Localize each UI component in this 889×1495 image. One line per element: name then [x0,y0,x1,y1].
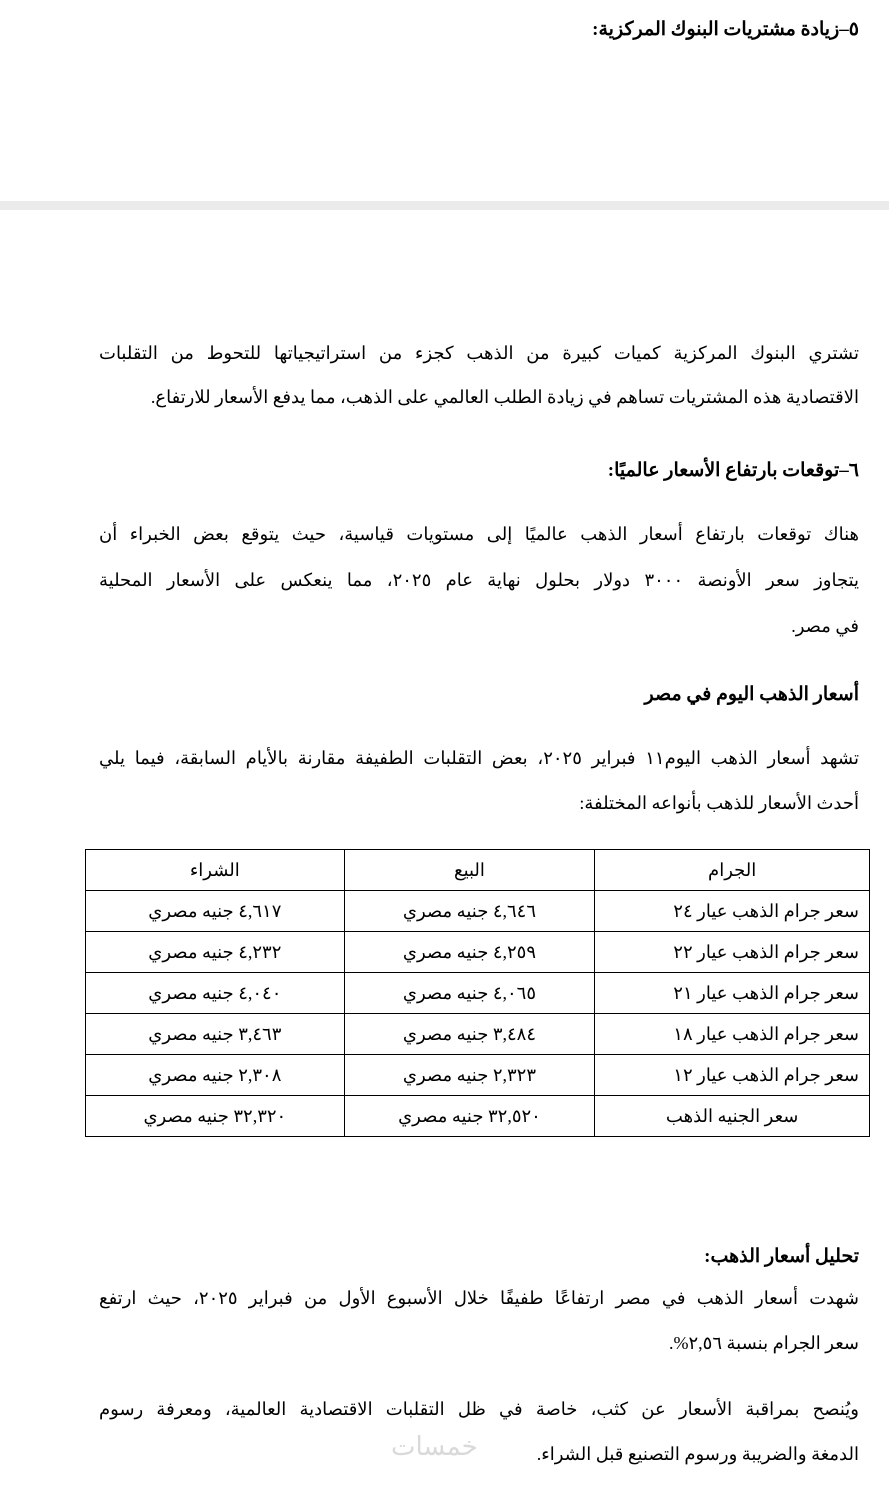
heading-today-prices: أسعار الذهب اليوم في مصر [644,684,859,705]
cell-gram: سعر جرام الذهب عيار ٢١ [595,973,870,1014]
paragraph-line: سعر الجرام بنسبة ٢,٥٦%. [669,1333,859,1353]
paragraph-central-banks [99,343,859,423]
cell-buy: ٤,٦١٧ جنيه مصري [86,891,345,932]
paragraph-line: الاقتصادية هذه المشتريات تساهم في زيادة الطلب العالمي على الذهب، مما يدفع الأسعار للارتفاع. [150,387,859,407]
section-divider [0,201,889,210]
cell-sell: ٣٢,٥٢٠ جنيه مصري [344,1096,595,1137]
cell-buy: ٤,٠٤٠ جنيه مصري [86,973,345,1014]
cell-gram: سعر جرام الذهب عيار ١٢ [595,1055,870,1096]
paragraph-line: يتجاوز سعر الأونصة ٣٠٠٠ دولار بحلول نهاية عام ٢٠٢٥، مما ينعكس على الأسعار المحلية [99,570,860,590]
paragraph-line: هناك توقعات بارتفاع أسعار الذهب عالميًا إلى مستويات قياسية، حيث يتوقع بعض الخبراء أن [99,524,859,544]
header-sell: البيع [344,850,595,891]
table-header-row [86,850,870,891]
heading-analysis: تحليل أسعار الذهب: [704,1246,859,1267]
paragraph-line: أحدث الأسعار للذهب بأنواعه المختلفة: [579,793,859,813]
cell-sell: ٣,٤٨٤ جنيه مصري [344,1014,595,1055]
cell-sell: ٤,٦٤٦ جنيه مصري [344,891,595,932]
khamsat-watermark: خمسات [391,1432,478,1462]
cell-gram: سعر جرام الذهب عيار ١٨ [595,1014,870,1055]
table-row [86,973,870,1014]
header-gram: الجرام [595,850,870,891]
header-buy: الشراء [86,850,345,891]
table-row [86,1096,870,1137]
gold-price-table [85,849,870,1137]
cell-gram: سعر الجنيه الذهب [595,1096,870,1137]
heading-global-forecast: ٦–توقعات بارتفاع الأسعار عالميًا: [607,460,859,481]
paragraph-line: تشهد أسعار الذهب اليوم١١ فبراير ٢٠٢٥، بعض التقلبات الطفيفة مقارنة بالأيام السابقة، فيما يلي [99,748,859,768]
table-row [86,891,870,932]
cell-gram: سعر جرام الذهب عيار ٢٢ [595,932,870,973]
paragraph-line: شهدت أسعار الذهب في مصر ارتفاعًا طفيفًا خلال الأسبوع الأول من فبراير ٢٠٢٥، حيث ارتفع [99,1288,859,1308]
paragraph-line: ويُنصح بمراقبة الأسعار عن كثب، خاصة في ظل التقلبات الاقتصادية العالمية، ومعرفة رسوم [99,1399,859,1419]
cell-gram: سعر جرام الذهب عيار ٢٤ [595,891,870,932]
paragraph-analysis [99,1288,859,1368]
price-table-body [86,850,870,1137]
cell-buy: ٣٢,٣٢٠ جنيه مصري [86,1096,345,1137]
cell-sell: ٤,٠٦٥ جنيه مصري [344,973,595,1014]
cell-buy: ٢,٣٠٨ جنيه مصري [86,1055,345,1096]
cell-buy: ٤,٢٣٢ جنيه مصري [86,932,345,973]
table-row [86,1055,870,1096]
cell-sell: ٤,٢٥٩ جنيه مصري [344,932,595,973]
heading-central-banks: ٥–زيادة مشتريات البنوك المركزية: [592,19,859,40]
table-row [86,1014,870,1055]
paragraph-line: الدمغة والضريبة ورسوم التصنيع قبل الشراء. [536,1444,859,1464]
cell-sell: ٢,٣٢٣ جنيه مصري [344,1055,595,1096]
paragraph-today-prices [99,748,859,828]
paragraph-line: في مصر. [791,616,859,636]
table-row [86,932,870,973]
paragraph-line: تشتري البنوك المركزية كميات كبيرة من الذهب كجزء من استراتيجياتها للتحوط من التقلبات [99,343,859,363]
paragraph-advice [99,1399,859,1479]
cell-buy: ٣,٤٦٣ جنيه مصري [86,1014,345,1055]
paragraph-global-forecast [99,524,859,654]
